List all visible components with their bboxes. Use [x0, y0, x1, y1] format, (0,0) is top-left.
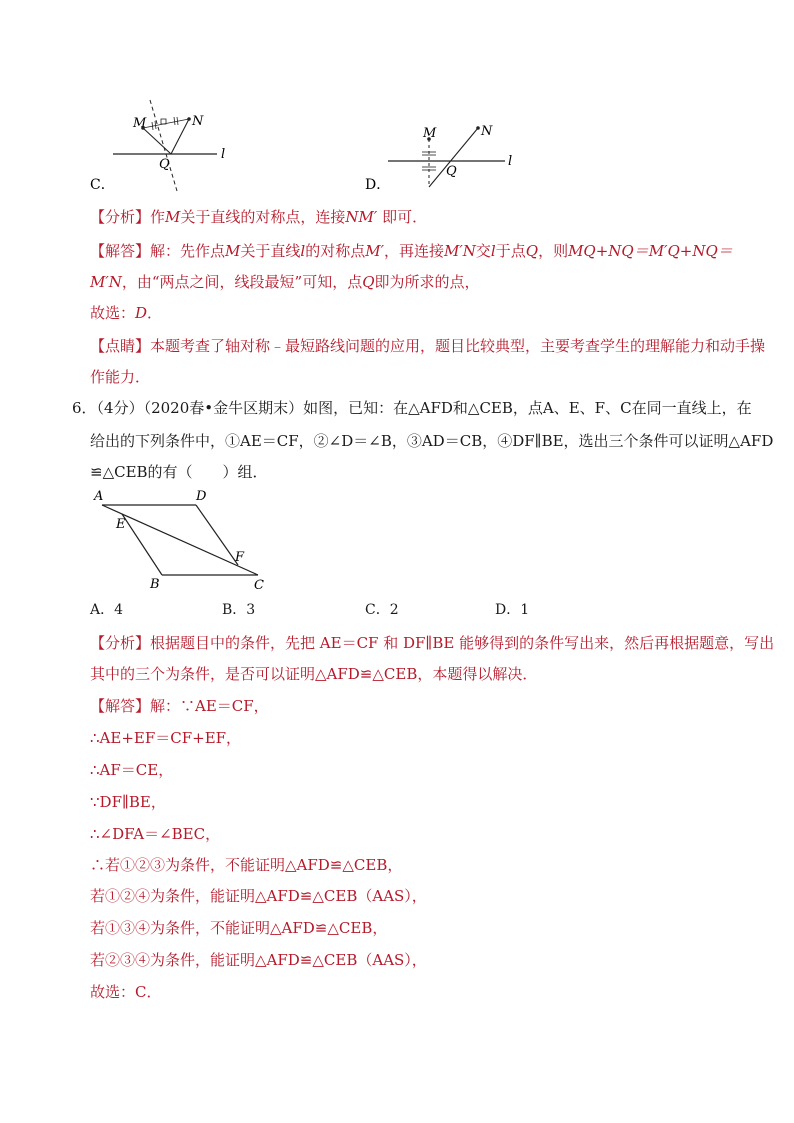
q6-step-3: ∵DF∥BE，: [90, 793, 166, 811]
label-n: N: [192, 114, 204, 129]
q6-step-4: ∴∠DFA＝∠BEC，: [90, 825, 221, 843]
label-n: N: [481, 124, 493, 139]
q6-option-b: B．3: [222, 602, 256, 618]
q6-stem-line-3: ≌△CEB的有（ ）组．: [90, 463, 268, 481]
q6-step-9: 故选：C．: [90, 983, 162, 1001]
label-q: Q: [159, 157, 170, 172]
option-d-letter: D．: [365, 177, 391, 193]
q6-step-1: ∴AE+EF＝CF+EF，: [90, 729, 242, 747]
label-a: A: [94, 489, 104, 504]
label-f: F: [235, 550, 245, 565]
q6-stem-line-1: 6．（4分）（2020春•金牛区期末）如图，已知：在△AFD和△CEB，点A、E、F、C在同一直线上，在: [72, 399, 752, 417]
q6-option-c: C．2: [365, 602, 399, 618]
label-d: D: [196, 489, 207, 504]
q6-analysis-line-1: 【分析】根据题目中的条件，先把 AE＝CF 和 DF∥BE 能够得到的条件写出来，然后再根据题意，写出: [90, 634, 775, 652]
figure-option-c: [85, 95, 265, 200]
figure-parallelogram: [88, 485, 278, 595]
q6-step-8: 若②③④为条件，能证明△AFD≌△CEB（AAS），: [90, 951, 427, 969]
prev-analysis: 【分析】作M关于直线的对称点，连接NM′ 即可．: [90, 208, 428, 226]
figure-option-d: [360, 115, 540, 200]
q6-stem-line-2: 给出的下列条件中，①AE＝CF，②∠D＝∠B，③AD＝CB，④DF∥BE，选出三个条件可以证明△AFD: [90, 432, 774, 450]
label-b: B: [150, 577, 160, 592]
label-q: Q: [446, 164, 457, 179]
q6-step-5: ∴若①②③为条件，不能证明△AFD≌△CEB，: [90, 856, 403, 874]
prev-choose: 故选：D．: [90, 304, 163, 322]
q6-step-2: ∴AF＝CE，: [90, 761, 174, 779]
label-m: M: [133, 116, 147, 131]
label-m: M: [423, 126, 437, 141]
q6-option-d: D．1: [495, 602, 530, 618]
prev-comment-line-1: 【点睛】本题考查了轴对称﹣最短路线问题的应用，题目比较典型，主要考查学生的理解能力和动手操: [90, 337, 766, 355]
q6-analysis-line-2: 其中的三个为条件，是否可以证明△AFD≌△CEB，本题得以解决．: [90, 665, 538, 683]
label-l: l: [221, 147, 226, 162]
prev-solution-line-2: M′N，由“两点之间，线段最短”可知，点Q即为所求的点，: [90, 273, 480, 291]
q6-step-7: 若①③④为条件，不能证明△AFD≌△CEB，: [90, 919, 388, 937]
label-e: E: [116, 517, 126, 532]
option-c-letter: C．: [90, 177, 115, 193]
label-c: C: [254, 578, 264, 593]
label-l: l: [508, 154, 513, 169]
prev-solution-line-1: 【解答】解：先作点M关于直线l的对称点M′，再连接M′N交l于点Q，则MQ+NQ＝M′Q+NQ＝: [90, 242, 733, 260]
q6-option-a: A．4: [90, 602, 124, 618]
prev-comment-line-2: 作能力．: [90, 368, 151, 386]
q6-step-6: 若①②④为条件，能证明△AFD≌△CEB（AAS），: [90, 887, 427, 905]
q6-solution-first: 【解答】解：∵AE＝CF，: [90, 697, 269, 715]
